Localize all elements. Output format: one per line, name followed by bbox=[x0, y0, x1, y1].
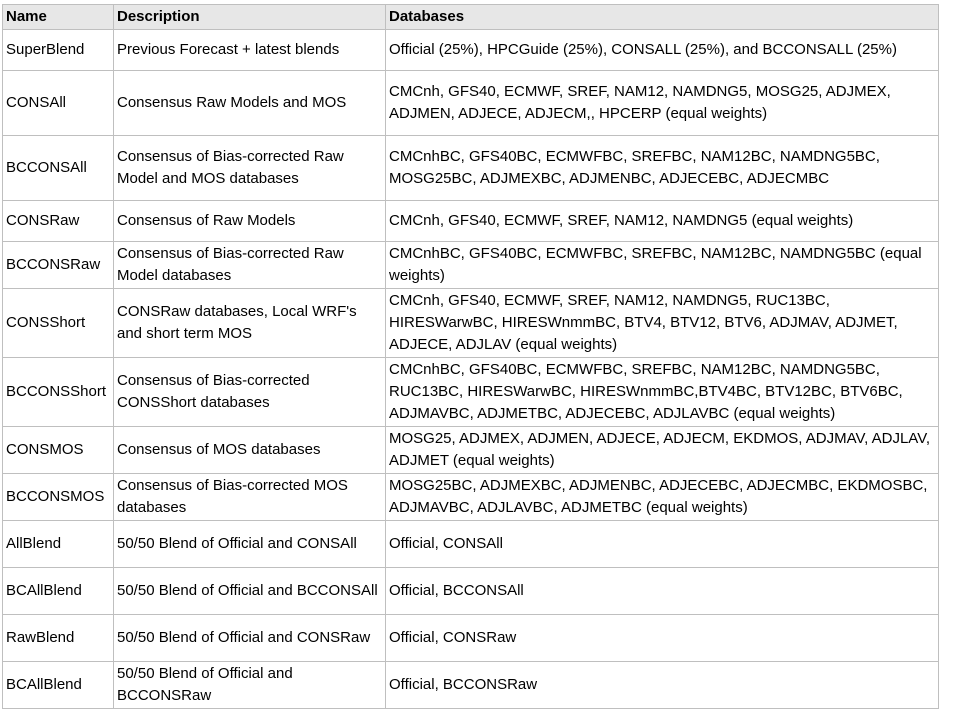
table-row bbox=[3, 474, 939, 521]
cell-databases: Official, BCCONSAll bbox=[386, 568, 939, 615]
table-row bbox=[3, 136, 939, 201]
cell-description: 50/50 Blend of Official and CONSAll bbox=[114, 521, 386, 568]
table-row bbox=[3, 427, 939, 474]
cell-description: Previous Forecast + latest blends bbox=[114, 30, 386, 71]
cell-name: BCCONSMOS bbox=[3, 474, 114, 521]
table-row bbox=[3, 242, 939, 289]
cell-name: BCCONSAll bbox=[3, 136, 114, 201]
cell-description: Consensus of Bias-corrected Raw Model databases bbox=[114, 242, 386, 289]
table-row bbox=[3, 201, 939, 242]
cell-databases: Official (25%), HPCGuide (25%), CONSALL (25%), and BCCONSALL (25%) bbox=[386, 30, 939, 71]
header-row bbox=[3, 5, 939, 30]
table-row bbox=[3, 71, 939, 136]
cell-name: BCAllBlend bbox=[3, 568, 114, 615]
cell-description: Consensus of MOS databases bbox=[114, 427, 386, 474]
cell-databases: CMCnhBC, GFS40BC, ECMWFBC, SREFBC, NAM12BC, NAMDNG5BC, MOSG25BC, ADJMEXBC, ADJMENBC, ADJECEBC, ADJECMBC bbox=[386, 136, 939, 201]
cell-databases: Official, CONSRaw bbox=[386, 615, 939, 662]
table-row bbox=[3, 568, 939, 615]
cell-name: BCCONSRaw bbox=[3, 242, 114, 289]
header-databases: Databases bbox=[386, 5, 939, 30]
header-description: Description bbox=[114, 5, 386, 30]
table-row bbox=[3, 615, 939, 662]
table-row bbox=[3, 289, 939, 358]
table-row bbox=[3, 521, 939, 568]
cell-databases: CMCnh, GFS40, ECMWF, SREF, NAM12, NAMDNG5, MOSG25, ADJMEX, ADJMEN, ADJECE, ADJECM,, HPCERP (equal weights) bbox=[386, 71, 939, 136]
cell-databases: Official, CONSAll bbox=[386, 521, 939, 568]
cell-name: CONSRaw bbox=[3, 201, 114, 242]
cell-description: Consensus of Bias-corrected MOS databases bbox=[114, 474, 386, 521]
cell-description: Consensus of Raw Models bbox=[114, 201, 386, 242]
table-row bbox=[3, 30, 939, 71]
cell-description: Consensus of Bias-corrected Raw Model and MOS databases bbox=[114, 136, 386, 201]
cell-databases: MOSG25BC, ADJMEXBC, ADJMENBC, ADJECEBC, ADJECMBC, EKDMOSBC, ADJMAVBC, ADJLAVBC, ADJMETBC (equal weights) bbox=[386, 474, 939, 521]
cell-databases: Official, BCCONSRaw bbox=[386, 662, 939, 709]
cell-description: 50/50 Blend of Official and BCCONSAll bbox=[114, 568, 386, 615]
cell-databases: CMCnhBC, GFS40BC, ECMWFBC, SREFBC, NAM12BC, NAMDNG5BC, RUC13BC, HIRESWarwBC, HIRESWnmmBC,BTV4BC, BTV12BC, BTV6BC, ADJMAVBC, ADJMETBC, ADJECEBC, ADJLAVBC (equal weights) bbox=[386, 358, 939, 427]
header-name: Name bbox=[3, 5, 114, 30]
table-row bbox=[3, 358, 939, 427]
cell-databases: CMCnhBC, GFS40BC, ECMWFBC, SREFBC, NAM12BC, NAMDNG5BC (equal weights) bbox=[386, 242, 939, 289]
cell-description: 50/50 Blend of Official and CONSRaw bbox=[114, 615, 386, 662]
cell-databases: MOSG25, ADJMEX, ADJMEN, ADJECE, ADJECM, EKDMOS, ADJMAV, ADJLAV, ADJMET (equal weights) bbox=[386, 427, 939, 474]
blend-definitions-table bbox=[2, 4, 939, 709]
cell-description: Consensus of Bias-corrected CONSShort databases bbox=[114, 358, 386, 427]
cell-databases: CMCnh, GFS40, ECMWF, SREF, NAM12, NAMDNG5, RUC13BC, HIRESWarwBC, HIRESWnmmBC, BTV4, BTV12, BTV6, ADJMAV, ADJMET, ADJECE, ADJLAV (equal weights) bbox=[386, 289, 939, 358]
cell-name: CONSAll bbox=[3, 71, 114, 136]
cell-name: CONSMOS bbox=[3, 427, 114, 474]
cell-name: AllBlend bbox=[3, 521, 114, 568]
blend-table-container bbox=[2, 4, 939, 709]
cell-databases: CMCnh, GFS40, ECMWF, SREF, NAM12, NAMDNG5 (equal weights) bbox=[386, 201, 939, 242]
cell-name: BCCONSShort bbox=[3, 358, 114, 427]
cell-name: SuperBlend bbox=[3, 30, 114, 71]
cell-name: CONSShort bbox=[3, 289, 114, 358]
cell-name: RawBlend bbox=[3, 615, 114, 662]
table-row bbox=[3, 662, 939, 709]
cell-description: CONSRaw databases, Local WRF's and short term MOS bbox=[114, 289, 386, 358]
cell-name: BCAllBlend bbox=[3, 662, 114, 709]
cell-description: 50/50 Blend of Official and BCCONSRaw bbox=[114, 662, 386, 709]
cell-description: Consensus Raw Models and MOS bbox=[114, 71, 386, 136]
